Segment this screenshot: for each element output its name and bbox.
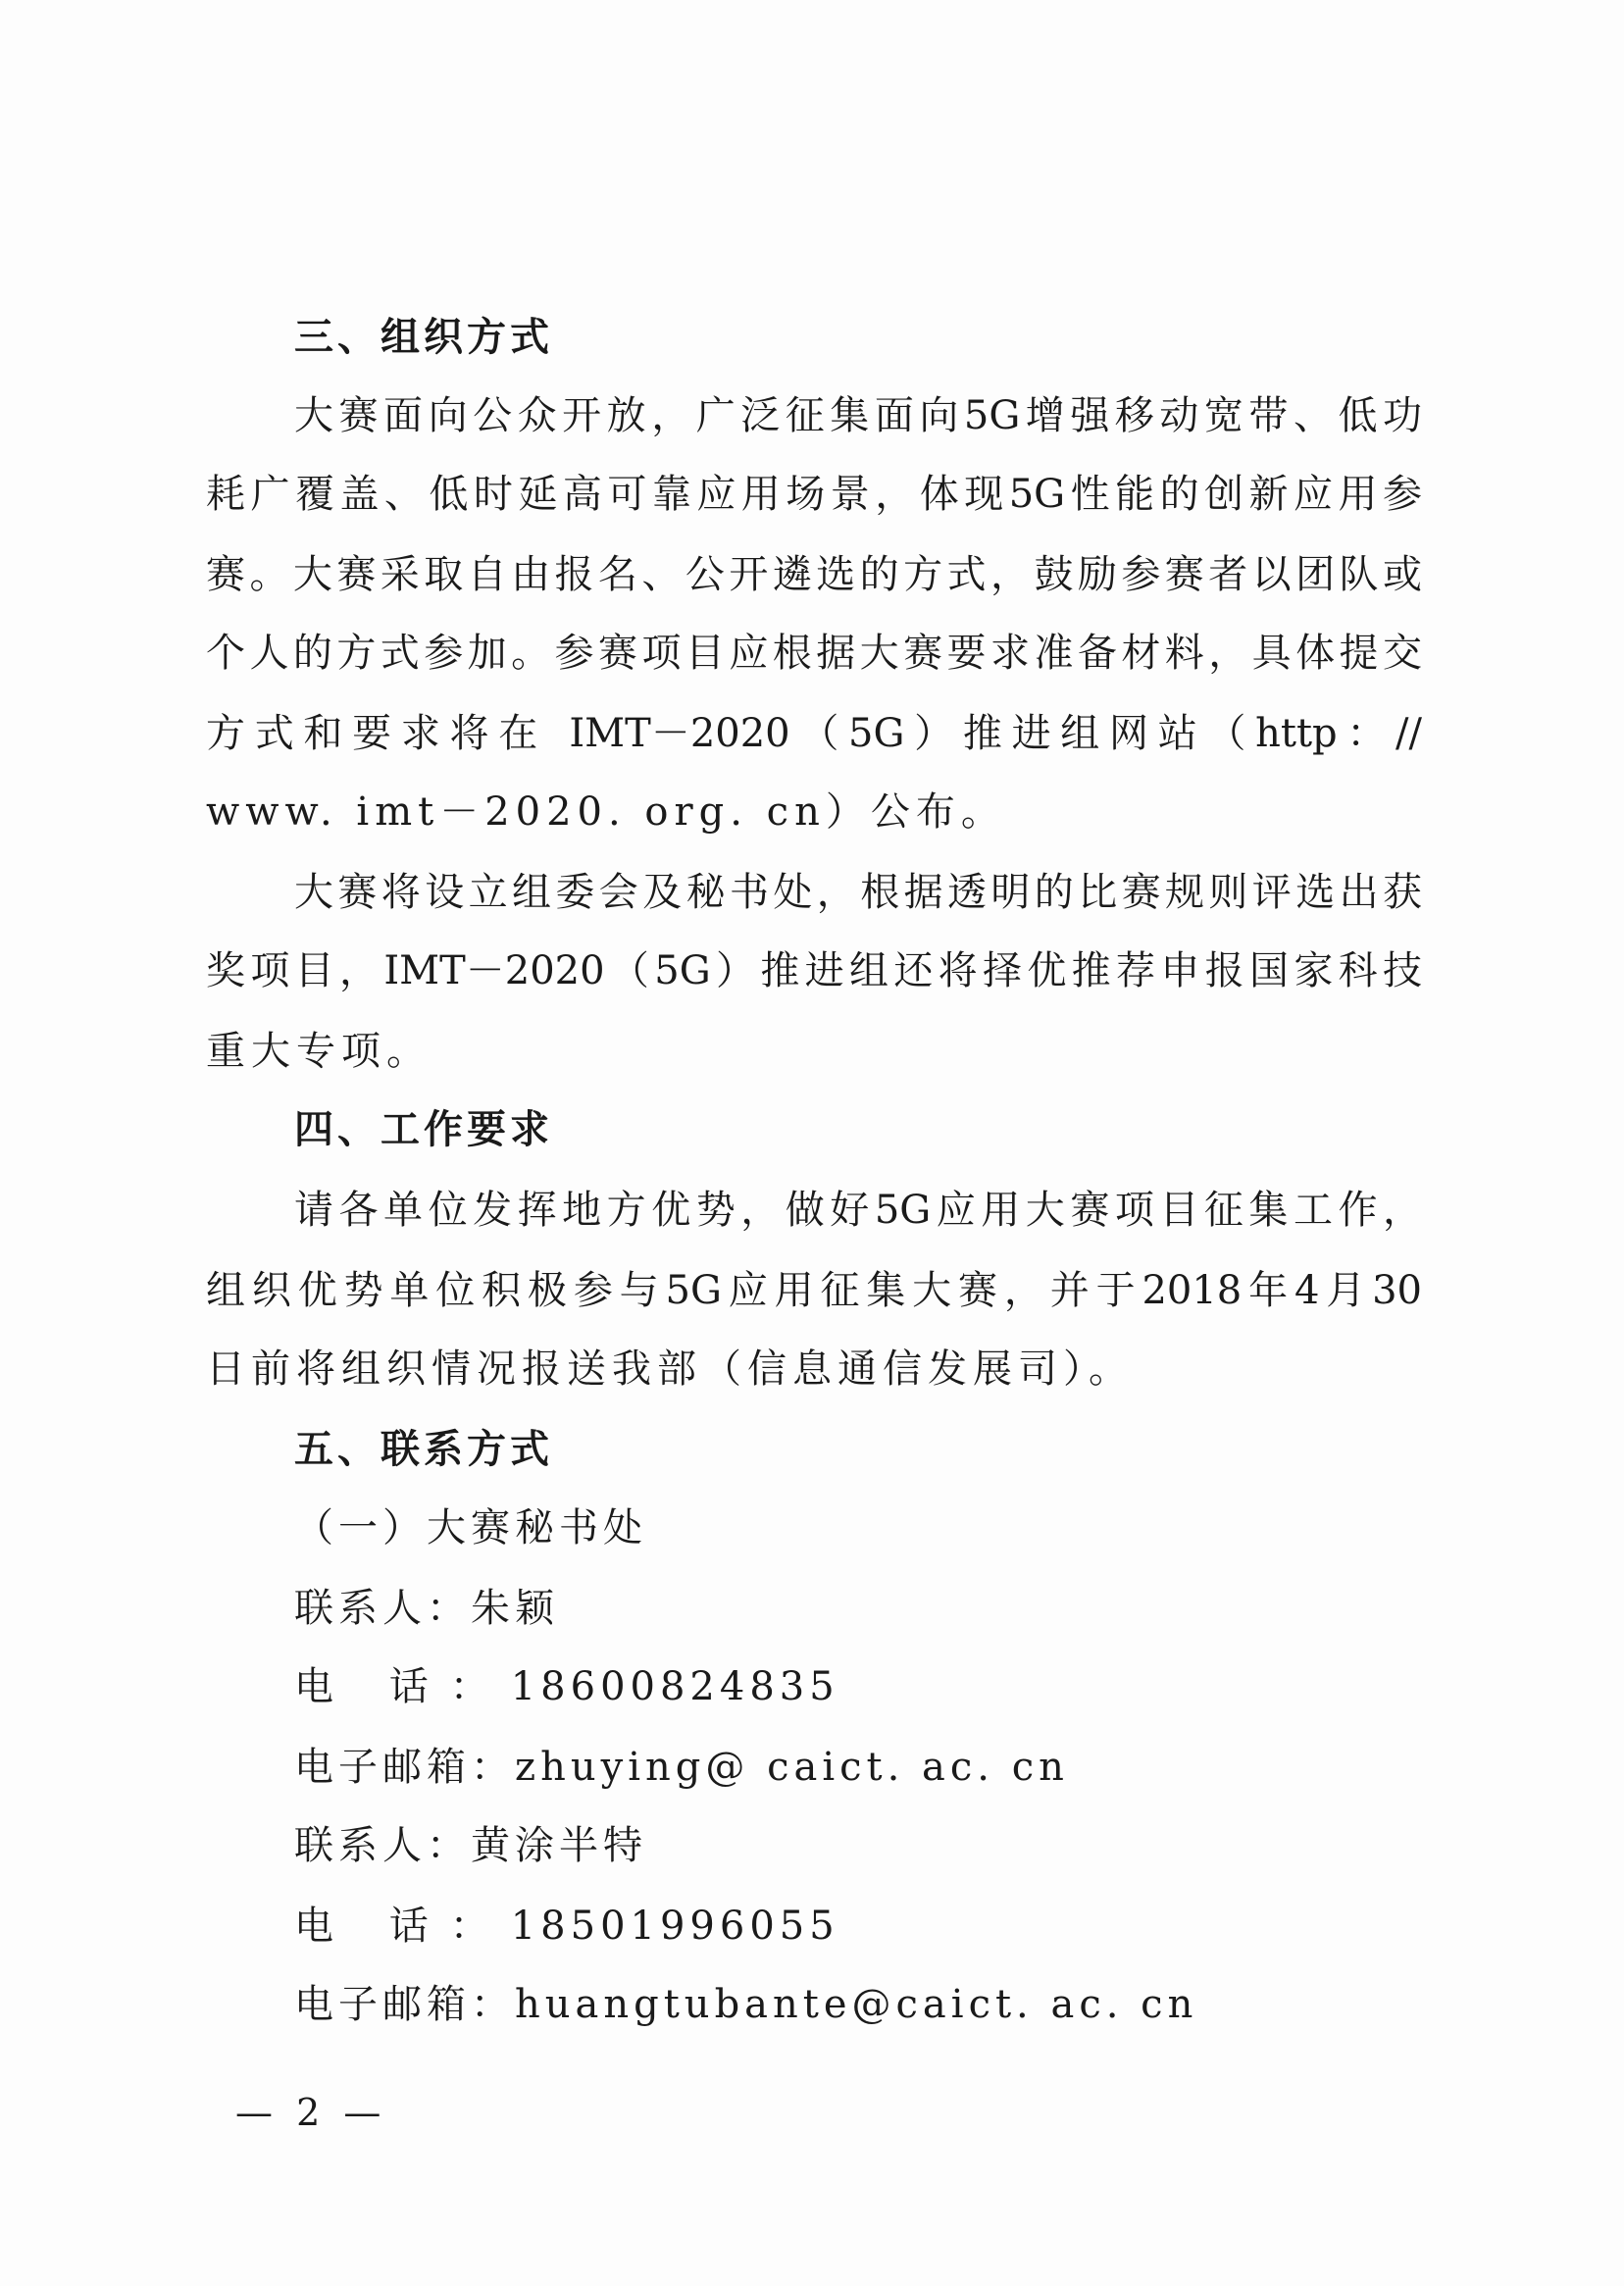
paragraph-line: 请各单位发挥地方优势，做好5G应用大赛项目征集工作， (294, 1188, 1422, 1233)
section-heading-contact: 五、联系方式 (294, 1427, 553, 1472)
phone-label: 电 话： (294, 1664, 511, 1709)
paragraph-line: 大赛将设立组委会及秘书处，根据透明的比赛规则评选出获 (294, 870, 1422, 915)
section-heading-organization: 三、组织方式 (294, 315, 553, 360)
paragraph-line: 个人的方式参加。参赛项目应根据大赛要求准备材料，具体提交 (206, 631, 1422, 676)
paragraph-line: 日前将组织情况报送我部（信息通信发展司）。 (206, 1346, 1134, 1392)
contact-person: 联系人：朱颖 (294, 1586, 559, 1631)
phone-label: 电 话： (294, 1904, 511, 1949)
paragraph-line: www. imt－2020. org. cn）公布。 (206, 789, 1006, 835)
phone-number: 18600824835 (510, 1664, 839, 1709)
contact-email: 电子邮箱：huangtubante@caict. ac. cn (294, 1982, 1198, 2027)
section-heading-work-requirements: 四、工作要求 (294, 1107, 553, 1152)
phone-number: 18501996055 (510, 1904, 839, 1949)
paragraph-line: 组织优势单位积极参与5G应用征集大赛，并于2018年4月30 (206, 1268, 1422, 1313)
paragraph-line: 重大专项。 (206, 1029, 431, 1074)
paragraph-line: 大赛面向公众开放，广泛征集面向5G增强移动宽带、低功 (294, 393, 1422, 438)
page-number: — 2 — (235, 2091, 387, 2134)
contact-phone (294, 1661, 1422, 1712)
paragraph-line: 耗广覆盖、低时延高可靠应用场景，体现5G性能的创新应用参 (206, 472, 1422, 517)
paragraph-line: 方式和要求将在 IMT－2020（5G）推进组网站（http：// (206, 711, 1422, 756)
contact-email: 电子邮箱：zhuying@ caict. ac. cn (294, 1745, 1069, 1790)
subsection-heading-secretariat: （一）大赛秘书处 (294, 1505, 647, 1550)
contact-person: 联系人：黄涂半特 (294, 1823, 647, 1868)
contact-phone (294, 1901, 1422, 1952)
paragraph-line: 奖项目，IMT－2020（5G）推进组还将择优推荐申报国家科技 (206, 948, 1422, 993)
paragraph-line: 赛。大赛采取自由报名、公开遴选的方式，鼓励参赛者以团队或 (206, 552, 1422, 597)
